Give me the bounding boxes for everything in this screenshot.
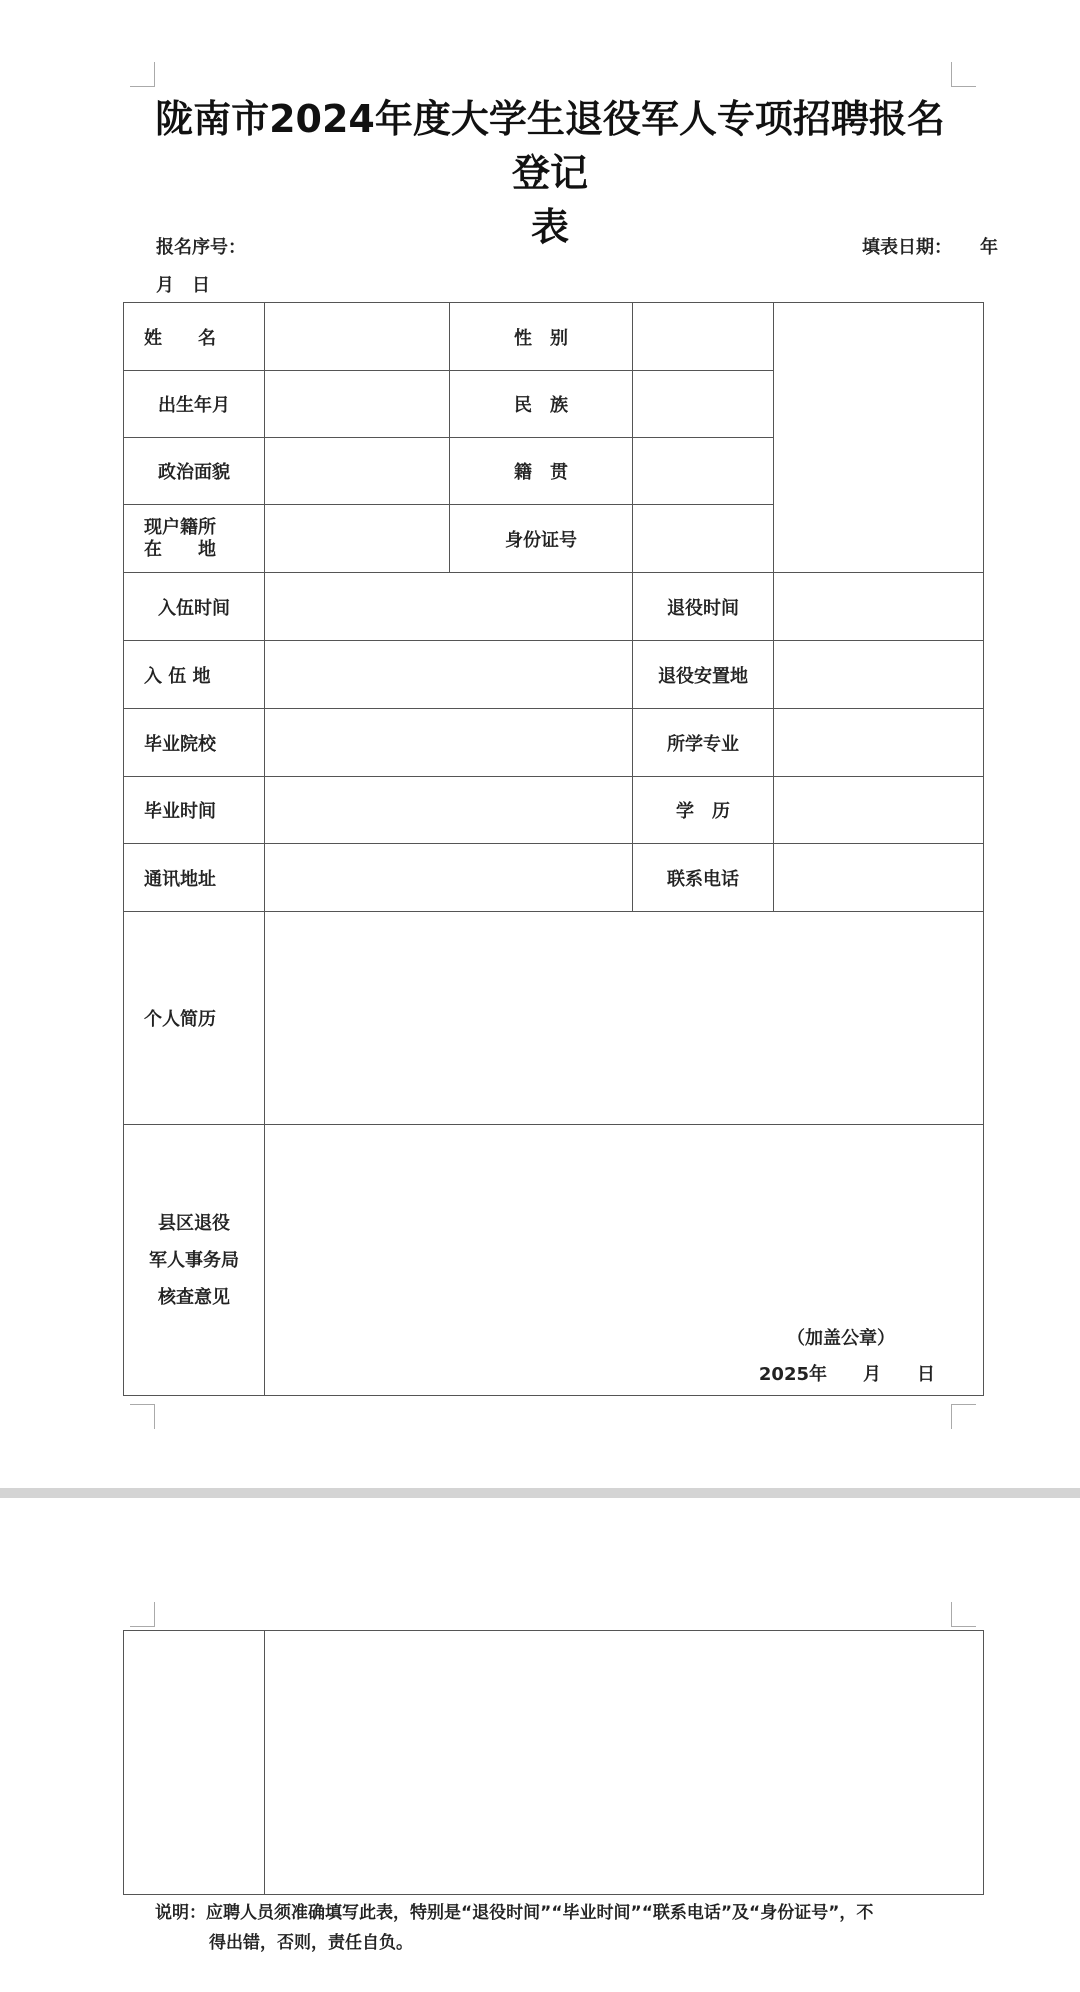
photo-box[interactable]	[774, 303, 984, 573]
note-line-1: 说明：应聘人员须准确填写此表，特别是“退役时间”“毕业时间”“联系电话”及“身份证号”，不	[155, 1903, 874, 1923]
school-field[interactable]	[265, 709, 633, 777]
continuation-field[interactable]	[265, 1631, 984, 1895]
review-date: 2025年 月 日	[758, 1364, 935, 1385]
education-label: 学 历	[633, 777, 774, 844]
ethnicity-field[interactable]	[633, 371, 774, 438]
birth-field[interactable]	[265, 371, 450, 438]
politics-label: 政治面貌	[124, 438, 265, 505]
official-seal-note: （加盖公章）	[787, 1328, 895, 1349]
resume-field[interactable]	[265, 912, 984, 1125]
id-number-field[interactable]	[633, 505, 774, 573]
phone-label: 联系电话	[633, 844, 774, 912]
school-label: 毕业院校	[124, 709, 265, 777]
title-line-2: 表	[530, 205, 569, 249]
graduation-time-label: 毕业时间	[124, 777, 265, 844]
continuation-table	[123, 1630, 984, 1895]
major-label: 所学专业	[633, 709, 774, 777]
note-line-2: 得出错，否则，责任自负。	[209, 1933, 413, 1953]
fill-date-year: 年	[980, 237, 998, 258]
name-field[interactable]	[265, 303, 450, 371]
review-label-line-1: 县区退役	[158, 1212, 230, 1234]
name-label: 姓 名	[124, 303, 265, 371]
enlist-place-field[interactable]	[265, 641, 633, 709]
review-label-line-3: 核查意见	[158, 1286, 230, 1308]
serial-number-label: 报名序号：	[156, 237, 246, 258]
document-title	[140, 92, 960, 254]
enlist-place-label: 入 伍 地	[124, 641, 265, 709]
registration-form-table	[123, 302, 984, 1396]
review-opinion-label	[124, 1125, 265, 1396]
discharge-time-label: 退役时间	[633, 573, 774, 641]
ethnicity-label: 民 族	[450, 371, 633, 438]
gender-label: 性 别	[450, 303, 633, 371]
birth-label: 出生年月	[124, 371, 265, 438]
politics-field[interactable]	[265, 438, 450, 505]
id-number-label: 身份证号	[450, 505, 633, 573]
enlist-time-label: 入伍时间	[124, 573, 265, 641]
resume-label: 个人简历	[124, 912, 265, 1125]
graduation-time-field[interactable]	[265, 777, 633, 844]
native-place-label: 籍 贯	[450, 438, 633, 505]
fill-date-month-day: 月 日	[156, 275, 210, 296]
residence-label	[124, 505, 265, 573]
residence-label-line-2: 在 地	[144, 538, 216, 560]
gender-field[interactable]	[633, 303, 774, 371]
page-corner-mark	[130, 1602, 155, 1627]
education-field[interactable]	[774, 777, 984, 844]
review-opinion-field[interactable]	[265, 1125, 984, 1396]
major-field[interactable]	[774, 709, 984, 777]
page-corner-mark	[951, 62, 976, 87]
residence-label-line-1: 现户籍所	[144, 516, 216, 538]
address-field[interactable]	[265, 844, 633, 912]
fill-date-label: 填表日期：	[862, 237, 952, 258]
residence-field[interactable]	[265, 505, 450, 573]
page-corner-mark	[951, 1404, 976, 1429]
address-label: 通讯地址	[124, 844, 265, 912]
page-corner-mark	[130, 1404, 155, 1429]
document-page-2	[0, 1498, 1080, 1992]
placement-label: 退役安置地	[633, 641, 774, 709]
page-separator	[0, 1488, 1080, 1498]
native-place-field[interactable]	[633, 438, 774, 505]
review-label-line-2: 军人事务局	[149, 1249, 239, 1271]
page-corner-mark	[130, 62, 155, 87]
instructions-note	[155, 1898, 955, 1958]
placement-field[interactable]	[774, 641, 984, 709]
enlist-time-field[interactable]	[265, 573, 633, 641]
continuation-label-cell	[124, 1631, 265, 1895]
phone-field[interactable]	[774, 844, 984, 912]
page-corner-mark	[951, 1602, 976, 1627]
discharge-time-field[interactable]	[774, 573, 984, 641]
title-line-1: 陇南市2024年度大学生退役军人专项招聘报名登记	[155, 97, 945, 195]
